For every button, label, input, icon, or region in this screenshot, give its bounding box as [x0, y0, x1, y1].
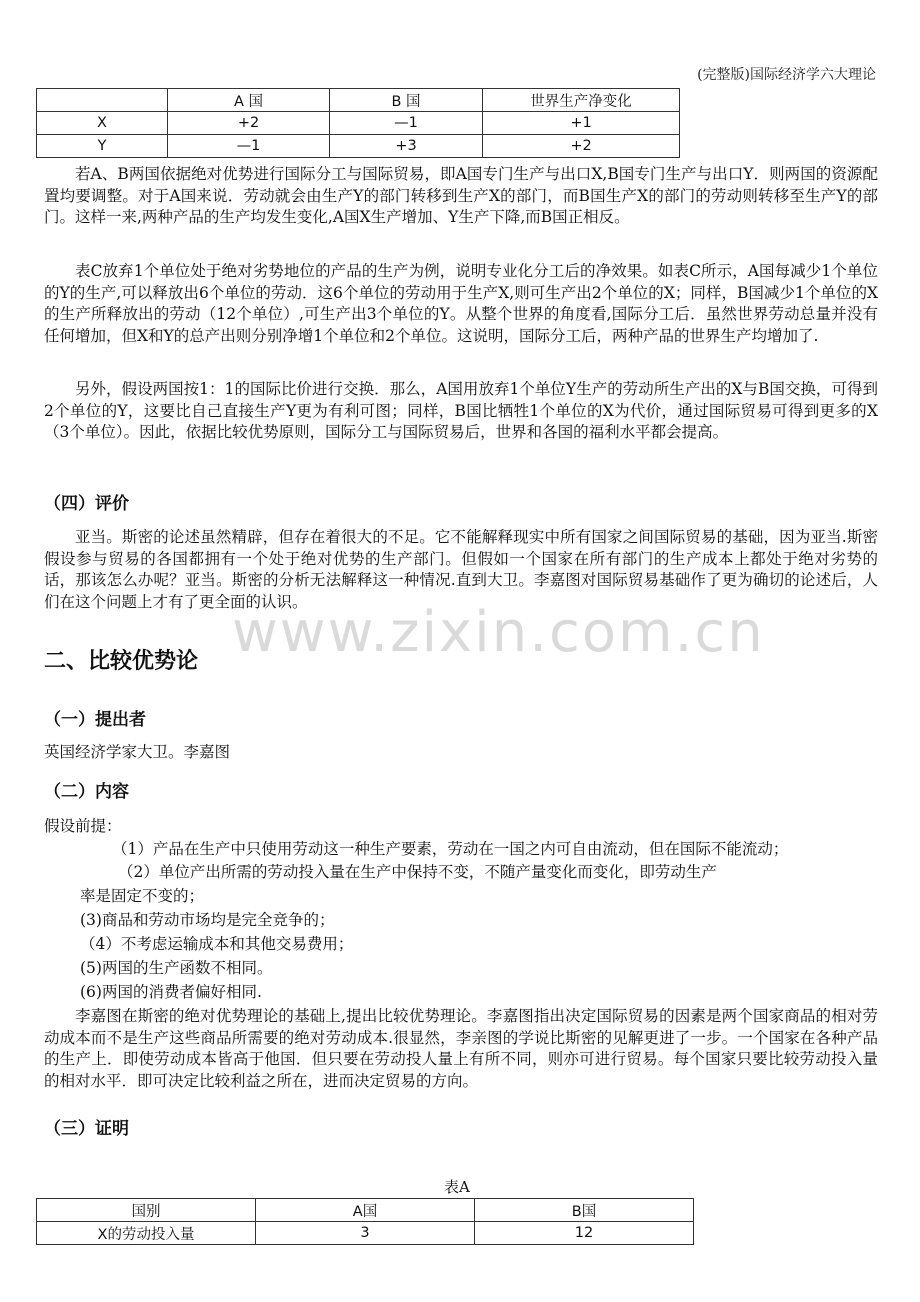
table-cell: +2 [483, 135, 680, 158]
table-cell: —1 [168, 135, 330, 158]
table-header-cell [37, 89, 168, 112]
table-header-cell: A 国 [168, 89, 330, 112]
section-heading: （三）证明 [44, 1119, 129, 1139]
section-heading: （四）评价 [44, 494, 129, 514]
assumption-item: (3)商品和劳动市场均是完全竞争的； [80, 911, 335, 929]
section-title: 二、比较优势论 [44, 649, 199, 674]
document-header: (完整版)国际经济学六大理论 [697, 67, 876, 83]
table-caption: 表A [444, 1178, 470, 1196]
assumption-item: （1）产品在生产中只使用劳动这一种生产要素，劳动在一国之内可自由流动，但在国际不能流动； [112, 840, 789, 858]
assumption-item: (6)两国的消费者偏好相同. [80, 983, 262, 1001]
table-header-cell: B国 [475, 1199, 694, 1222]
table-cell: X [37, 112, 168, 135]
paragraph: 李嘉图在斯密的绝对优势理论的基础上,提出比较优势理论。李嘉图指出决定国际贸易的因素是两个国家商品的相对劳动成本而不是生产这些商品所需要的绝对劳动成本.很显然，李亲图的学说比斯密的见解更进了一步。一个国家在各种产品的生产上．即使劳动成本皆高于他国．但只要在劳动投人量上有所不同，则亦可进行贸易。每个国家只要比较劳动投入量的相对水平．即可决定比较利益之所在，进而决定贸易的方向。 [44, 1007, 878, 1090]
table-header-cell: A国 [256, 1199, 475, 1222]
net-change-table [36, 88, 680, 158]
assumption-item: 率是固定不变的； [80, 887, 205, 905]
table-cell: +2 [168, 112, 330, 135]
assumption-item: （2）单位产出所需的劳动投入量在生产中保持不变，不随产量变化而变化，即劳动生产 [118, 863, 717, 881]
watermark: www.zixin.com.cn [232, 600, 765, 665]
labor-input-table [36, 1198, 694, 1245]
assumption-label: 假设前提： [44, 817, 122, 835]
paragraph: 另外，假设两国按1：1的国际比价进行交换．那么，A国用放弃1个单位Y生产的劳动所生产出的X与B国交换，可得到2个单位的Y，这要比自己直接生产Y更为有利可图；同样，B国比牺牲1个单位的X为代价，通过国际贸易可得到更多的X（3个单位）。因此，依据比较优势原则，国际分工与国际贸易后，世界和各国的福利水平都会提高。 [44, 380, 878, 441]
section-heading: （一）提出者 [44, 710, 146, 730]
paragraph: 亚当。斯密的论述虽然精辟，但存在着很大的不足。它不能解释现实中所有国家之间国际贸易的基础，因为亚当.斯密假设参与贸易的各国都拥有一个处于绝对优势的生产部门。但假如一个国家在所有部门的生产成本上都处于绝对劣势的话，那该怎么办呢？亚当。斯密的分析无法解释这一种情况.直到大卫。李嘉图对国际贸易基础作了更为确切的论述后，人们在这个问题上才有了更全面的认识。 [44, 528, 878, 611]
assumption-item: （4）不考虑运输成本和其他交易费用； [80, 935, 354, 953]
table-row [37, 112, 680, 135]
table-row [37, 1222, 694, 1245]
table-header-cell: B 国 [330, 89, 483, 112]
paragraph: 表C放弃1个单位处于绝对劣势地位的产品的生产为例，说明专业化分工后的净效果。如表C所示，A国每减少1个单位的Y的生产,可以释放出6个单位的劳动．这6个单位的劳动用于生产X,则可生产出2个单位的X；同样，B国减少1个单位的X的生产所释放出的劳动（12个单位）,可生产出3个单位的Y。从整个世界的角度看,国际分工后．虽然世界劳动总量并没有任何增加，但X和Y的总产出则分别净增1个单位和2个单位。这说明，国际分工后，两种产品的世界生产均增加了. [44, 262, 878, 345]
table-cell: 12 [475, 1222, 694, 1245]
table-header-cell: 世界生产净变化 [483, 89, 680, 112]
table-cell: +1 [483, 112, 680, 135]
table-cell: Y [37, 135, 168, 158]
table-header-cell: 国别 [37, 1199, 256, 1222]
section-heading: （二）内容 [44, 782, 129, 802]
table-cell: +3 [330, 135, 483, 158]
proposer-text: 英国经济学家大卫。李嘉图 [44, 743, 231, 761]
table-cell: 3 [256, 1222, 475, 1245]
table-header-row [37, 1199, 694, 1222]
paragraph: 若A、B两国依据绝对优势进行国际分工与国际贸易，即A国专门生产与出口X,B国专门生产与出口Y．则两国的资源配置均要调整。对于A国来说．劳动就会由生产Y的部门转移到生产X的部门，而B国生产X的部门的劳动则转移至生产Y的部门。这样一来,两种产品的生产均发生变化,A国X生产增加、Y生产下降,而B国正相反。 [44, 165, 878, 226]
table-cell: X的劳动投入量 [37, 1222, 256, 1245]
table-header-row [37, 89, 680, 112]
table-row [37, 135, 680, 158]
table-cell: —1 [330, 112, 483, 135]
assumption-item: (5)两国的生产函数不相同。 [80, 959, 273, 977]
